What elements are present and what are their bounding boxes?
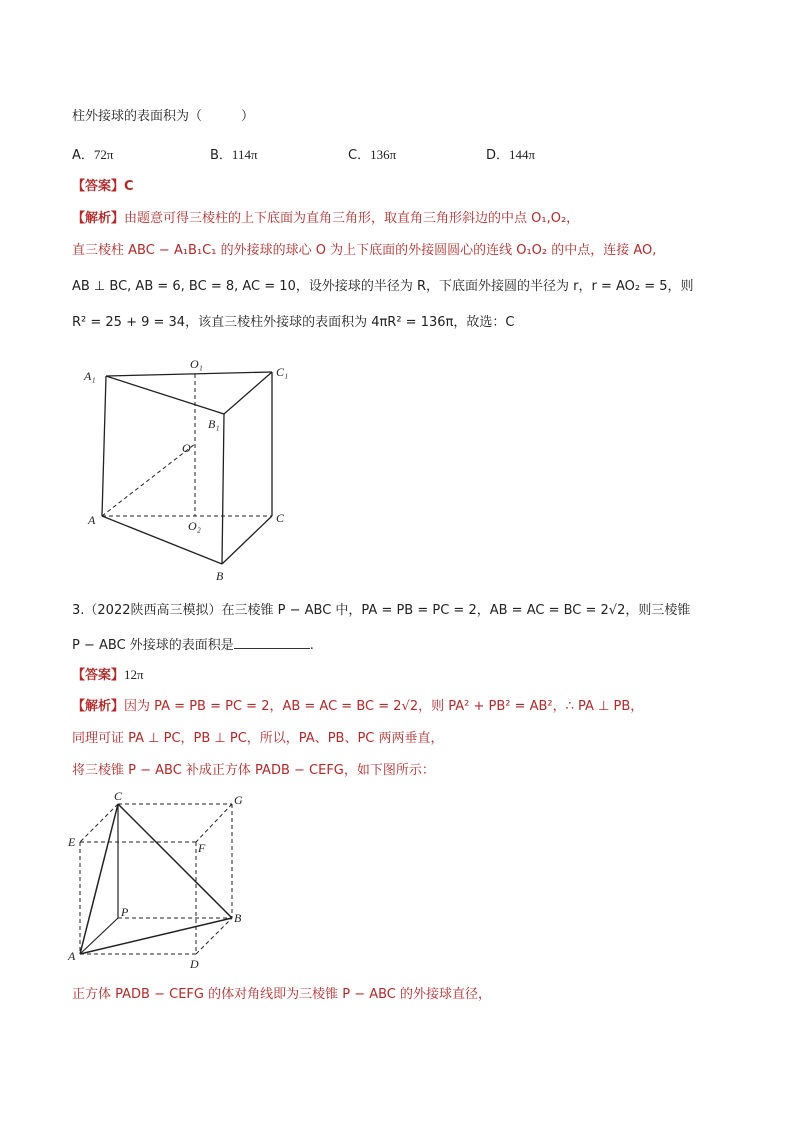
q3-answer bbox=[72, 666, 144, 685]
answer-value: 12π bbox=[124, 667, 144, 682]
q2-option-d: D．144π bbox=[486, 147, 536, 163]
q2-option-a: A．72π bbox=[72, 147, 114, 163]
q2-analysis-line-3: AB ⊥ BC, AB = 6, BC = 8, AC = 10，设外接球的半径为 R，下底面外接圆的半径为 r，r = AO₂ = 5，则 bbox=[72, 279, 694, 294]
q2-analysis-line-2: 直三棱柱 ABC − A₁B₁C₁ 的外接球的球心 O 为上下底面的外接圆圆心的连线 O₁O₂ 的中点，连接 AO, bbox=[72, 243, 657, 258]
label-d: D bbox=[190, 957, 199, 971]
q2-option-b: B．114π bbox=[210, 147, 258, 163]
analysis-tag: 【解析】 bbox=[72, 211, 125, 226]
q3-stem-line-2: P − ABC 外接球的表面积是 . bbox=[72, 638, 314, 653]
label-b1: B₁ bbox=[208, 417, 220, 431]
label-e: E bbox=[68, 835, 76, 849]
label-o: O bbox=[182, 441, 191, 455]
cube-figure bbox=[66, 790, 256, 975]
label-c: C bbox=[276, 511, 285, 525]
label-a: A bbox=[88, 513, 96, 527]
q2-stem-tail: 柱外接球的表面积为（ ） bbox=[72, 109, 255, 124]
label-o1: O₁ bbox=[190, 357, 203, 371]
analysis-tag: 【解析】 bbox=[72, 699, 125, 714]
label-p: P bbox=[121, 905, 129, 919]
label-o2: O₂ bbox=[188, 519, 201, 533]
label-c: C bbox=[114, 790, 123, 803]
label-b: B bbox=[216, 569, 224, 583]
label-c1: C₁ bbox=[276, 365, 289, 379]
label-b: B bbox=[234, 911, 242, 925]
q2-option-c: C．136π bbox=[348, 147, 397, 163]
label-g: G bbox=[234, 793, 243, 807]
q3-analysis-line-4: 正方体 PADB − CEFG 的体对角线即为三棱锥 P − ABC 的外接球直径， bbox=[72, 987, 492, 1002]
q2-answer bbox=[72, 178, 134, 196]
answer-tag: 【答案】 bbox=[72, 668, 125, 683]
prism-figure bbox=[76, 356, 306, 586]
q3-analysis-line-3: 将三棱锥 P − ABC 补成正方体 PADB − CEFG，如下图所示： bbox=[72, 763, 435, 778]
q3-analysis-line-1: 【解析】因为 PA = PB = PC = 2，AB = AC = BC = 2√2，则 PA² + PB² = AB²，∴ PA ⊥ PB， bbox=[72, 699, 644, 714]
label-f: F bbox=[198, 841, 206, 855]
answer-blank bbox=[234, 636, 310, 649]
label-a: A bbox=[68, 949, 76, 963]
q2-analysis-line-4: R² = 25 + 9 = 34，该直三棱柱外接球的表面积为 4πR² = 136π，故选：C bbox=[72, 315, 515, 330]
q3-stem-line-1: 3.（2022陕西高三模拟）在三棱锥 P − ABC 中，PA = PB = PC = 2，AB = AC = BC = 2√2，则三棱锥 bbox=[72, 603, 691, 618]
answer-tag: 【答案】 bbox=[72, 179, 125, 194]
q2-analysis-line-1: 【解析】由题意可得三棱柱的上下底面为直角三角形，取直角三角形斜边的中点 O₁,O₂， bbox=[72, 211, 580, 226]
label-a1: A₁ bbox=[84, 369, 96, 383]
answer-value: C bbox=[124, 179, 134, 194]
q3-analysis-line-2: 同理可证 PA ⊥ PC，PB ⊥ PC，所以，PA、PB、PC 两两垂直， bbox=[72, 731, 444, 746]
